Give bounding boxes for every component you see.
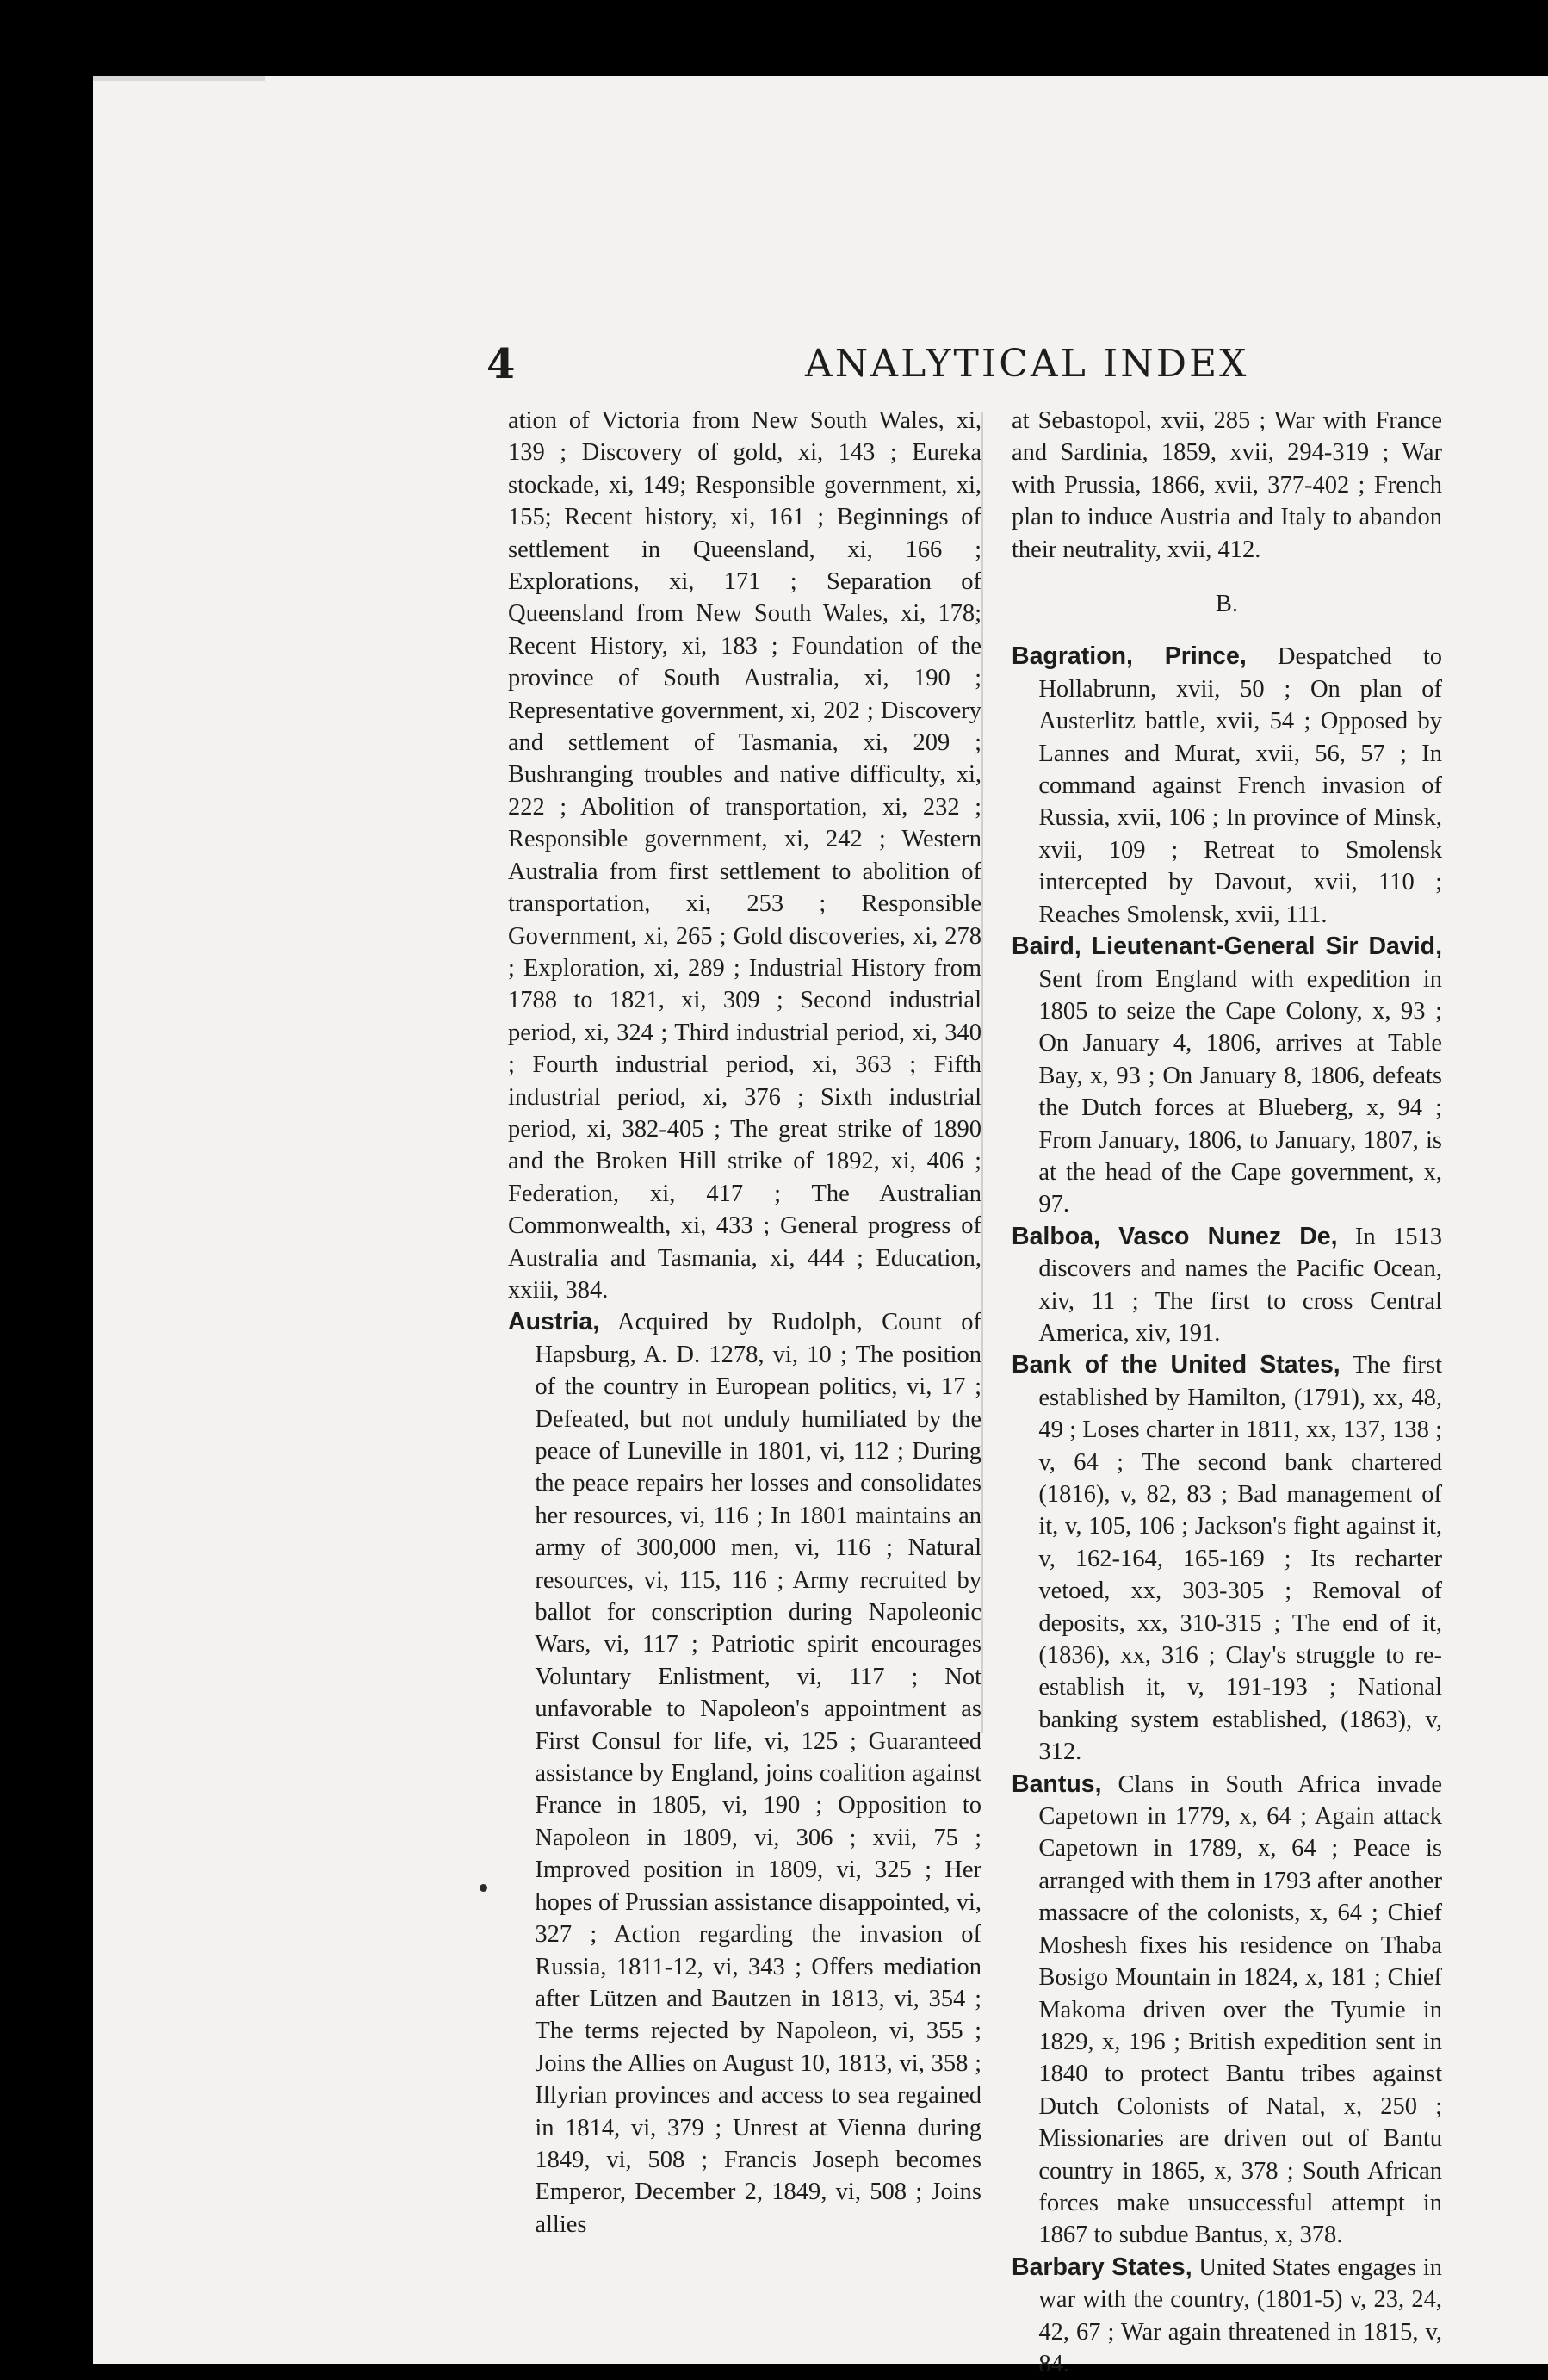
entry-text: In 1513 discovers and names the Pacific Ocean, xiv, 11 ; The first to cross Central America, xiv, 191. [1038,1223,1442,1347]
entry-heading: Baird, Lieutenant-General Sir David, [1012,933,1442,961]
page-header [486,340,1416,392]
entry-heading: Bagration, Prince, [1012,642,1247,671]
section-letter: B. [1215,591,1239,618]
entry-text: Clans in South Africa invade Capetown in 1779, x, 64 ; Again attack Capetown in 1789, x, 64 ; Peace is arranged with them in 1793 after another massacre of the colonists, x, 64 ; Chief Moshesh fixes his residence on Thaba Bosigo Mountain in 1824, x, 181 ; Chief Makoma driven over the Tyumie in 1829, x, 196 ; British expedition sent in 1840 to protect Bantu tribes against Dutch Colonists of Natal, x, 250 ; Missionaries are driven out of Bantu country in 1865, x, 378 ; South African forces make unsuccessful attempt in 1867 to subdue Bantus, x, 378. [1038,1770,1443,2249]
entry-text: Acquired by Rudolph, Count of Hapsburg, A. D. 1278, vi, 10 ; The position of the country in European politics, vi, 17 ; Defeated, but not unduly humiliated by the peace of Luneville in 1801, vi, 112 ; During the peace repairs her losses and consolidates her resources, vi, 116 ; In 1801 maintains an army of 300,000 men, vi, 116 ; Natural resources, vi, 115, 116 ; Army recruited by ballot for conscription during Napoleonic Wars, vi, 117 ; Patriotic spirit encourages Voluntary Enlistment, vi, 117 ; Not unfavorable to Napoleon's appointment as First Consul for life, vi, 125 ; Guaranteed assistance by England, joins coalition against France in 1805, vi, 190 ; Opposition to Napoleon in 1809, vi, 306 ; xvii, 75 ; Improved position in 1809, vi, 325 ; Her hopes of Prussian assistance disappointed, vi, 327 ; Action regarding the invasion of Russia, 1811-12, vi, 343 ; Offers mediation after Lützen and Bautzen in 1813, vi, 354 ; The terms rejected by Napoleon, vi, 355 ; Joins the Allies on August 10, 1813, vi, 358 ; Illyrian provinces and access to sea regained in 1814, vi, 379 ; Unrest at Vienna during 1849, vi, 508 ; Francis Joseph becomes Emperor, December 2, 1849, vi, 508 ; Joins allies [535,1309,981,2238]
page-edge [93,76,265,81]
entry-heading: Bantus, [1012,1770,1102,1798]
index-entry-baird [1012,931,1442,1221]
index-entry-balboa [1012,1221,1442,1350]
index-entry-bank-united-states [1012,1349,1442,1768]
page-number: 4 [486,340,516,388]
index-entry-barbary-states [1012,2252,1442,2380]
index-entry-austria [508,1306,981,2241]
left-column [508,405,981,2241]
entry-text: Sent from England with expedition in 1805 to seize the Cape Colony, x, 93 ; On January 4, 1806, arrives at Table Bay, x, 93 ; On January 8, 1806, defeats the Dutch forces at Blueberg, x, 94 ; From January, 1806, to January, 1807, is at the head of the Cape government, x, 97. [1038,965,1442,1218]
right-column [1012,405,1442,2380]
entry-heading: Austria, [508,1308,600,1336]
index-entry-bagration [1012,641,1442,931]
column-divider [981,412,983,1733]
entry-text: Despatched to Hollabrunn, xvii, 50 ; On plan of Austerlitz battle, xvii, 54 ; Opposed by Lannes and Murat, xvii, 56, 57 ; In command against French invasion of Russia, xvii, 106 ; In province of Minsk, xvii, 109 ; Retreat to Smolensk intercepted by Davout, xvii, 110 ; Reaches Smolensk, xvii, 111. [1038,643,1443,928]
entry-heading: Balboa, Vasco Nunez De, [1012,1222,1338,1250]
margin-mark [480,1884,487,1892]
continuation-text: ation of Victoria from New South Wales, xi, 139 ; Discovery of gold, xi, 143 ; Eureka stockade, xi, 149; Responsible government, xi, 155; Recent history, xi, 161 ; Beginnings of settlement in Queensland, xi, 166 ; Explorations, xi, 171 ; Separation of Queensland from New South Wales, xi, 178; Recent History, xi, 183 ; Foundation of the province of South Australia, xi, 190 ; Representative government, xi, 202 ; Discovery and settlement of Tasmania, xi, 209 ; Bushranging troubles and native difficulty, xi, 222 ; Abolition of transportation, xi, 232 ; Responsible government, xi, 242 ; Western Australia from first settlement to abolition of transportation, xi, 253 ; Responsible Government, xi, 265 ; Gold discoveries, xi, 278 ; Exploration, xi, 289 ; Industrial History from 1788 to 1821, xi, 309 ; Second industrial period, xi, 324 ; Third industrial period, xi, 340 ; Fourth industrial period, xi, 363 ; Fifth industrial period, xi, 376 ; Sixth industrial period, xi, 382-405 ; The great strike of 1890 and the Broken Hill strike of 1892, xi, 406 ; Federation, xi, 417 ; The Australian Commonwealth, xi, 433 ; General progress of Australia and Tasmania, xi, 444 ; Education, xxiii, 384. [508,407,981,1304]
entry-text: The first established by Hamilton, (1791), xx, 48, 49 ; Loses charter in 1811, xx, 137, 138 ; v, 64 ; The second bank chartered (1816), v, 82, 83 ; Bad management of it, v, 105, 106 ; Jackson's fight against it, v, 162-164, 165-169 ; Its recharter vetoed, xx, 303-305 ; Removal of deposits, xx, 310-315 ; The end of it, (1836), xx, 316 ; Clay's struggle to re-establish it, v, 191-193 ; National banking system established, (1863), v, 312. [1038,1352,1442,1766]
entry-heading: Barbary States, [1012,2253,1192,2281]
page-title: ANALYTICAL INDEX [805,342,1249,386]
entry-heading: Bank of the United States, [1012,1351,1341,1379]
index-entry-bantus [1012,1769,1442,2252]
continuation-text: at Sebastopol, xvii, 285 ; War with France and Sardinia, 1859, xvii, 294-319 ; War with Prussia, 1866, xvii, 377-402 ; French plan to induce Austria and Italy to abandon their neutrality, xvii, 412. [1012,407,1442,563]
entry-text: United States engages in war with the country, (1801-5) v, 23, 24, 42, 67 ; War again threatened in 1815, v, 84. [1038,2253,1443,2377]
